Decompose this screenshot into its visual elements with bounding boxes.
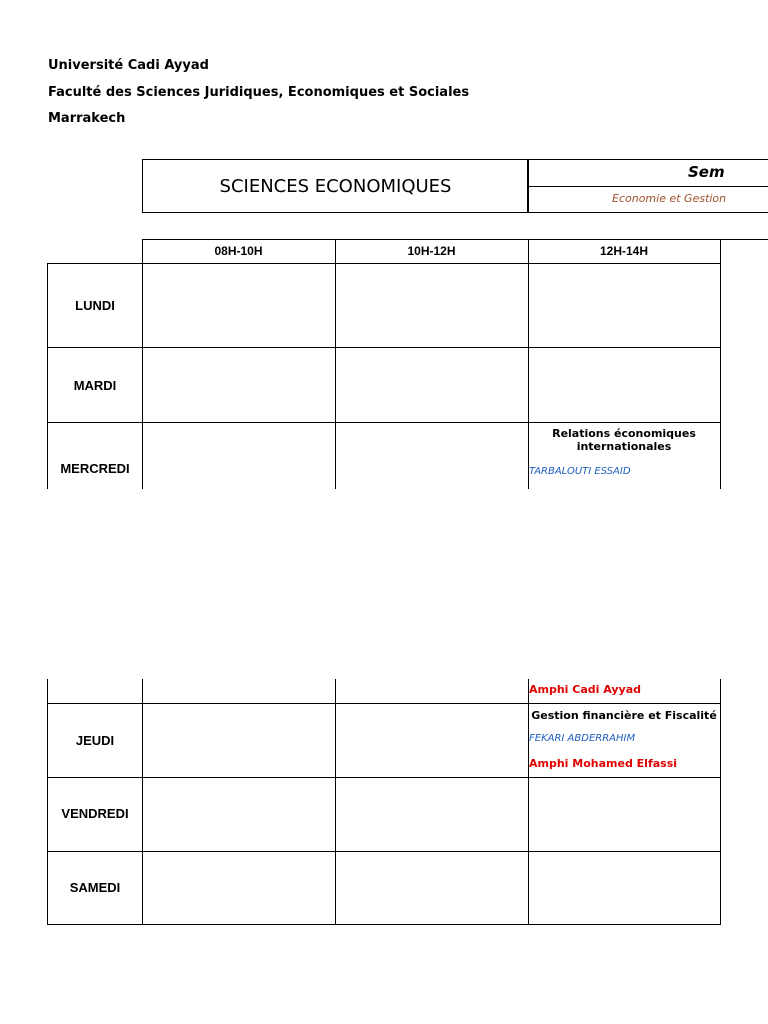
grid-line [47,263,721,264]
day-mardi: MARDI [73,378,117,393]
program-title: SCIENCES ECONOMIQUES [219,175,452,197]
grid-line [47,422,721,423]
professor-mercredi: TARBALOUTI ESSAID [529,466,631,477]
grid-line [142,679,143,924]
semester-box [527,159,768,213]
semester-title: Sem [688,163,725,181]
course-jeudi: Gestion financière et Fiscalité [531,709,717,722]
column-header-12h: 12H-14H [599,244,649,258]
professor-jeudi: FEKARI ABDERRAHIM [529,733,636,744]
day-samedi: SAMEDI [69,880,121,895]
grid-line [47,851,721,852]
grid-line [47,777,721,778]
column-header-08h: 08H-10H [214,244,263,258]
grid-line [47,347,721,348]
grid-line [720,239,721,489]
column-header-10h: 10H-12H [407,244,456,258]
grid-line [142,239,143,489]
university-name: Université Cadi Ayyad [48,58,209,73]
day-jeudi: JEUDI [75,733,115,748]
faculty-name: Faculté des Sciences Juridiques, Economiques et Sociales [48,85,470,100]
grid-line [47,263,48,489]
grid-line [720,679,721,924]
semester-divider [528,186,768,187]
grid-line [335,679,336,924]
program-title-box [142,159,529,213]
course-mercredi: Relations économiques internationales [552,427,696,453]
room-jeudi: Amphi Mohamed Elfassi [529,757,678,770]
grid-line [335,239,336,489]
day-mercredi: MERCREDI [60,461,130,476]
semester-subtitle: Economie et Gestion [612,192,727,205]
day-vendredi: VENDREDI [61,806,129,821]
grid-line [47,703,721,704]
room-mercredi: Amphi Cadi Ayyad [529,683,642,696]
city-name: Marrakech [48,111,126,126]
grid-line [47,924,721,925]
day-lundi: LUNDI [75,298,115,313]
